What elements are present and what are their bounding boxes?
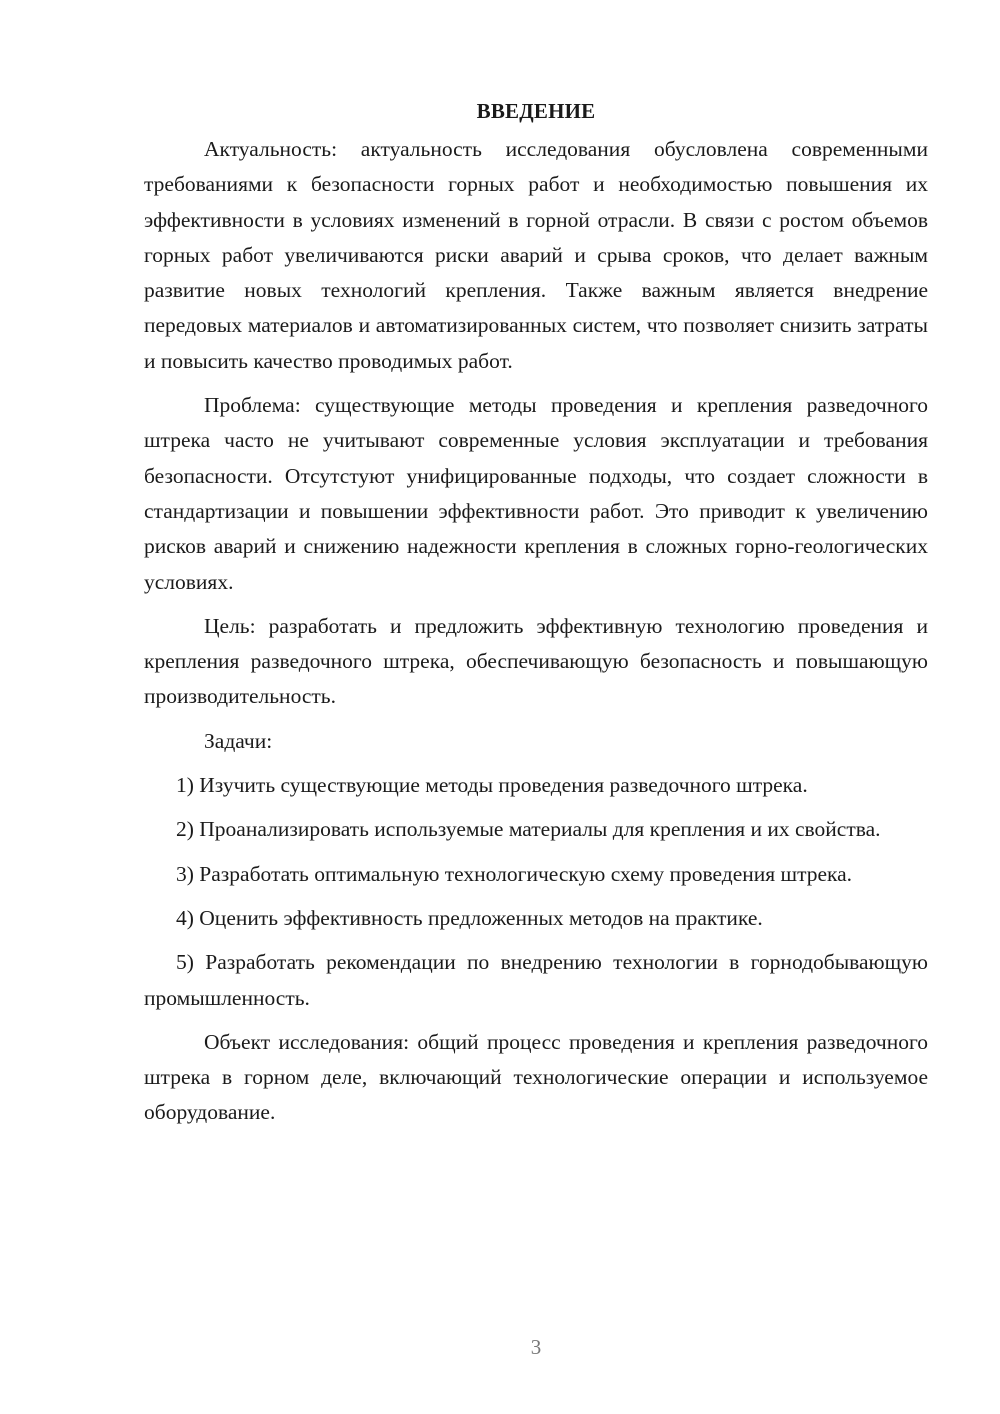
paragraph-goal: Цель: разработать и предложить эффективную технологию проведения и крепления разведочного штрека, обеспечивающую безопасность и повышающую производительность. bbox=[144, 613, 928, 709]
task-item-5: 5) Разработать рекомендации по внедрению технологии в горнодобывающую промышленность. bbox=[144, 950, 928, 1010]
task-item-4: 4) Оценить эффективность предложенных методов на практике. bbox=[176, 905, 763, 930]
paragraph-relevance: Актуальность: актуальность исследования обусловлена современными требованиями к безопасности горных работ и необходимостью повышения их эффективности в условиях изменений в горной отрасли. В связи с ростом объемов горных работ увеличиваются риски аварий и срыва сроков, что делает важным развитие новых технологий крепления. Также важным является внедрение передовых материалов и автоматизированных систем, что позволяет снизить затраты и повысить качество проводимых работ. bbox=[144, 137, 928, 373]
page-content bbox=[144, 96, 928, 1140]
page-title: ВВЕДЕНИЕ bbox=[476, 99, 596, 123]
task-item-2: 2) Проанализировать используемые материалы для крепления и их свойства. bbox=[176, 817, 881, 842]
task-item-3: 3) Разработать оптимальную технологическую схему проведения штрека. bbox=[176, 861, 853, 886]
tasks-heading: Задачи: bbox=[204, 728, 273, 753]
task-item-1: 1) Изучить существующие методы проведения разведочного штрека. bbox=[176, 773, 808, 798]
paragraph-object: Объект исследования: общий процесс проведения и крепления разведочного штрека в горном деле, включающий технологические операции и используемое оборудование. bbox=[144, 1029, 928, 1125]
paragraph-problem: Проблема: существующие методы проведения и крепления разведочного штрека часто не учитывают современные условия эксплуатации и требования безопасности. Отсутстуют унифицированные подходы, что создает сложности в стандартизации и повышении эффективности работ. Это приводит к увеличению рисков аварий и снижению надежности крепления в сложных горно-геологических условиях. bbox=[144, 393, 928, 594]
page-number: 3 bbox=[530, 1335, 542, 1359]
